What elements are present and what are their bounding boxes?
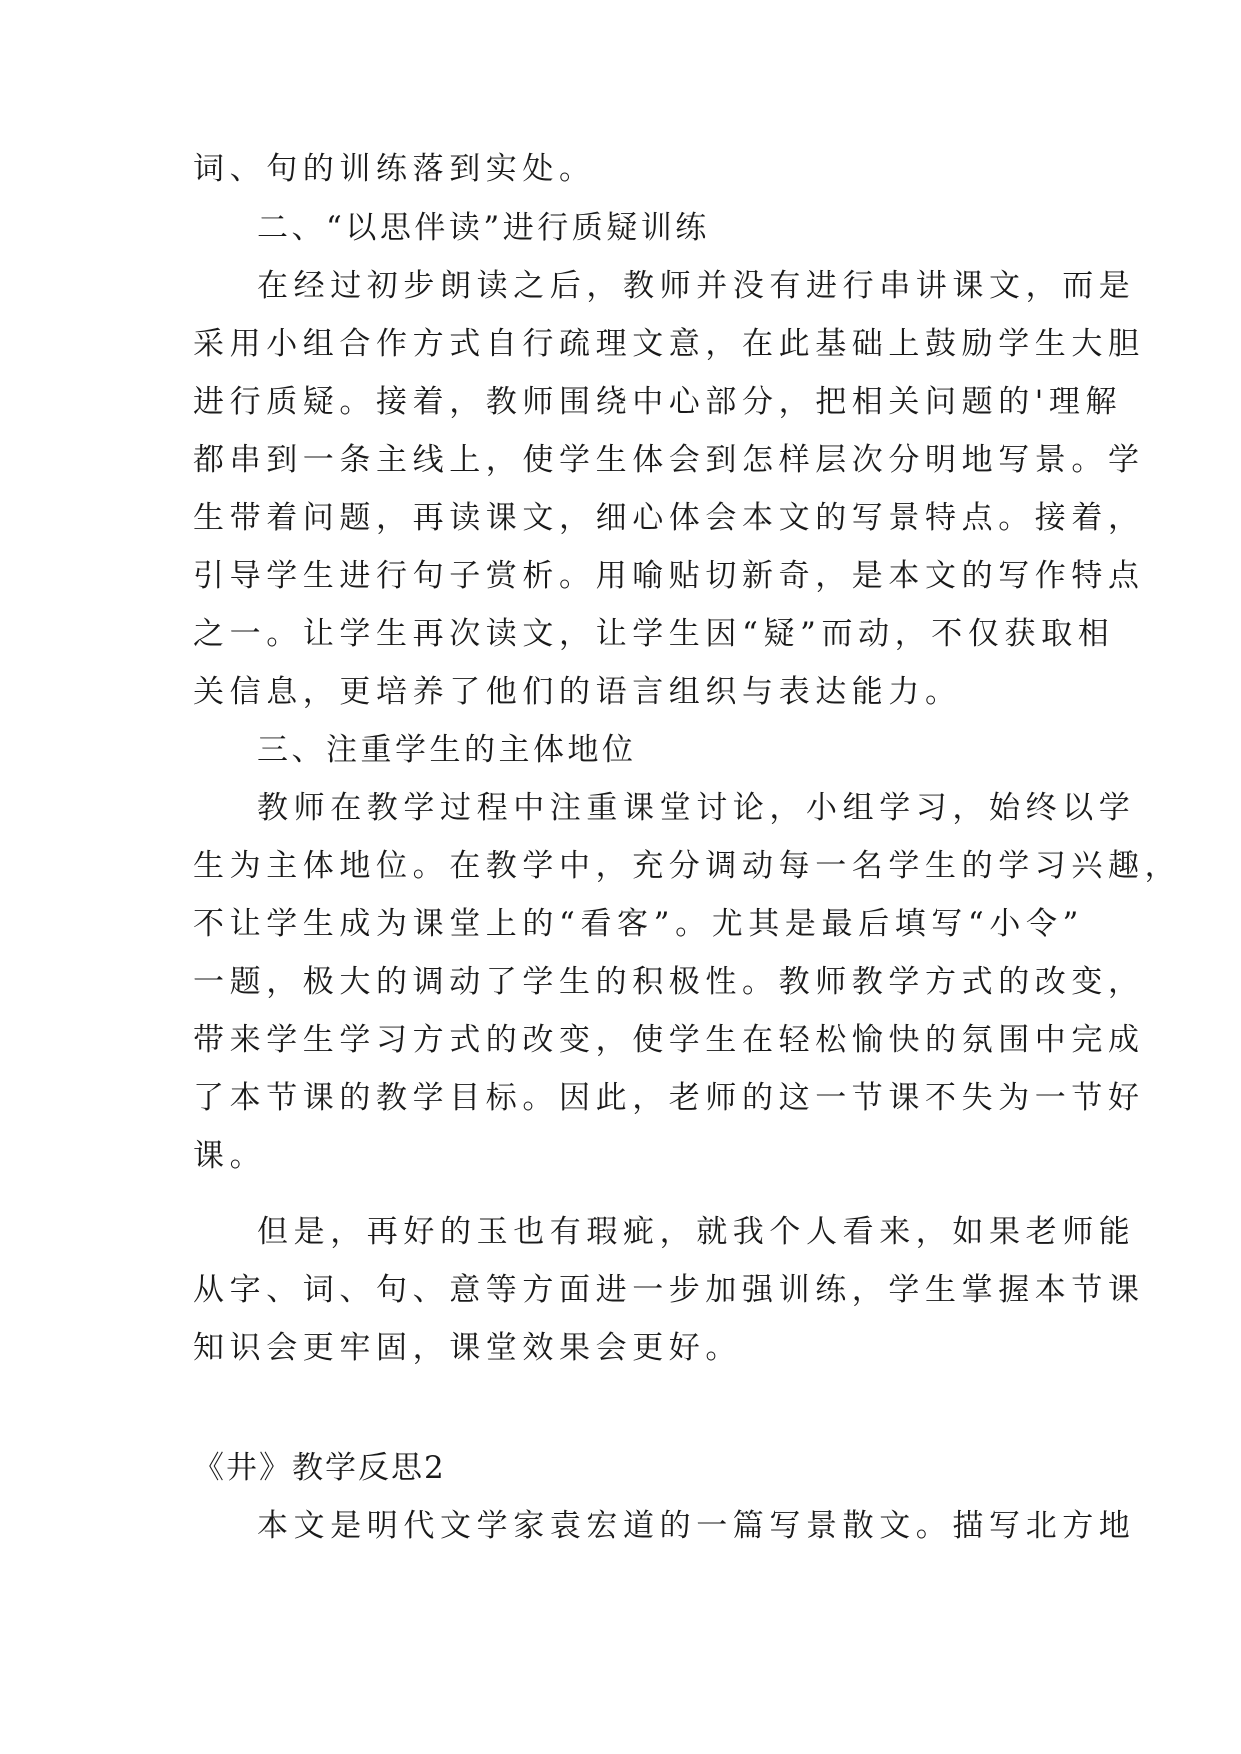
paragraph-line: 课。 <box>193 1138 267 1174</box>
document-title: 《井》教学反思2 <box>193 1450 446 1486</box>
paragraph-line: 但是，再好的玉也有瑕疵，就我个人看来，如果老师能 <box>257 1214 1136 1250</box>
paragraph-line: 都串到一条主线上，使学生体会到怎样层次分明地写景。学 <box>193 442 1145 478</box>
paragraph-line: 生带着问题，再读课文，细心体会本文的写景特点。接着， <box>193 500 1145 536</box>
paragraph-line: 在经过初步朗读之后，教师并没有进行串讲课文，而是 <box>257 268 1136 304</box>
paragraph-line: 生为主体地位。在教学中，充分调动每一名学生的学习兴趣， <box>193 848 1182 884</box>
paragraph-line: 不让学生成为课堂上的“看客”。尤其是最后填写“小令” <box>193 906 1084 942</box>
paragraph-line: 之一。让学生再次读文，让学生因“疑”而动，不仅获取相 <box>193 616 1115 652</box>
section-heading-2: 二、“以思伴读”进行质疑训练 <box>257 210 710 246</box>
paragraph-line: 采用小组合作方式自行疏理文意，在此基础上鼓励学生大胆 <box>193 326 1145 362</box>
paragraph-line: 一题，极大的调动了学生的积极性。教师教学方式的改变， <box>193 964 1145 1000</box>
paragraph-line: 引导学生进行句子赏析。用喻贴切新奇，是本文的写作特点 <box>193 558 1145 594</box>
paragraph-line: 了本节课的教学目标。因此，老师的这一节课不失为一节好 <box>193 1080 1145 1116</box>
paragraph-line: 关信息，更培养了他们的语言组织与表达能力。 <box>193 674 962 710</box>
paragraph-line: 词、句的训练落到实处。 <box>193 151 596 187</box>
paragraph-line: 从字、词、句、意等方面进一步加强训练，学生掌握本节课 <box>193 1272 1145 1308</box>
paragraph-line: 本文是明代文学家袁宏道的一篇写景散文。描写北方地 <box>257 1508 1136 1544</box>
paragraph-line: 带来学生学习方式的改变，使学生在轻松愉快的氛围中完成 <box>193 1022 1145 1058</box>
paragraph-line: 进行质疑。接着，教师围绕中心部分，把相关问题的'理解 <box>193 384 1123 420</box>
section-heading-3: 三、注重学生的主体地位 <box>257 732 637 768</box>
paragraph-line: 教师在教学过程中注重课堂讨论，小组学习，始终以学 <box>257 790 1136 826</box>
paragraph-line: 知识会更牢固，课堂效果会更好。 <box>193 1330 742 1366</box>
